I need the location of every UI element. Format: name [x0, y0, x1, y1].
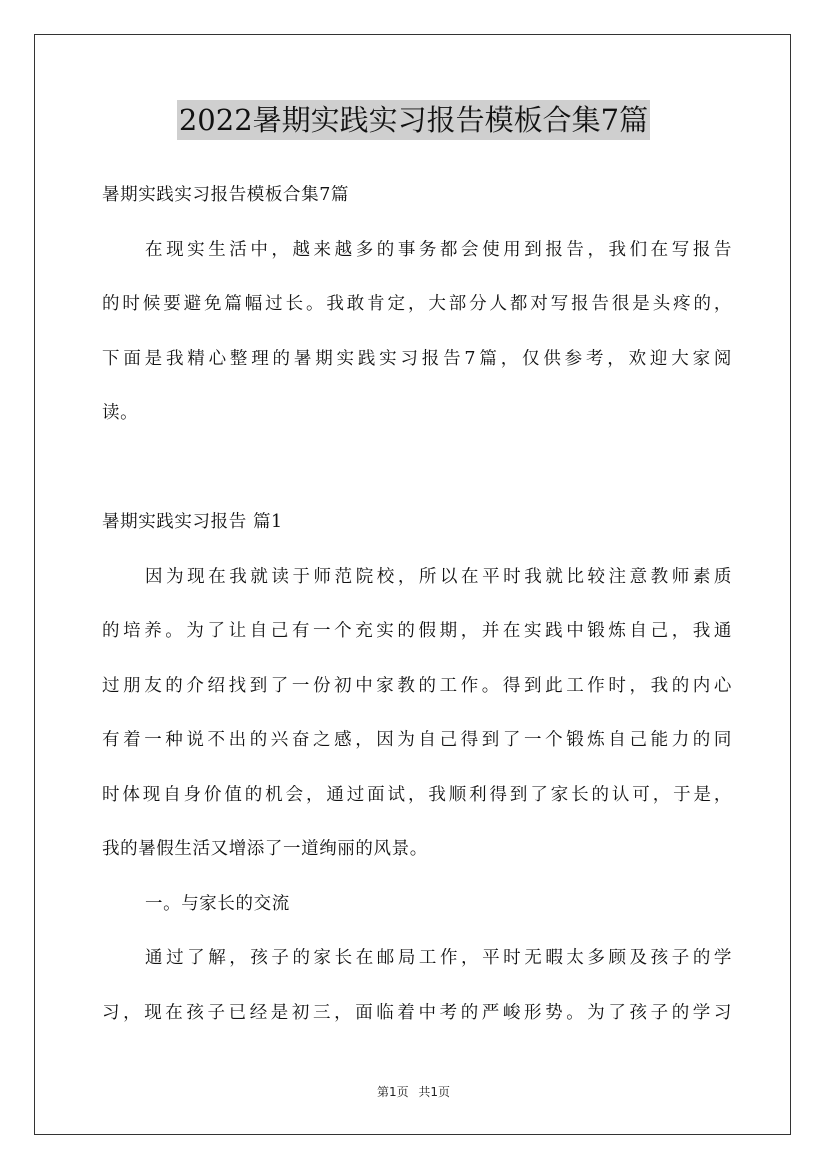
paragraph-line: 我的暑假生活又增添了一道绚丽的风景。	[102, 839, 428, 859]
subtitle: 暑期实践实习报告模板合集7篇	[102, 185, 350, 205]
paragraph-line: 的时候要避免篇幅过长。我敢肯定，大部分人都对写报告很是头疼的，	[102, 294, 732, 314]
paragraph-line: 因为现在我就读于师范院校，所以在平时我就比较注意教师素质	[145, 566, 732, 587]
document-title: 2022暑期实践实习报告模板合集7篇	[177, 100, 650, 140]
sub-heading: 一。与家长的交流	[145, 893, 290, 914]
paragraph-line: 下面是我精心整理的暑期实践实习报告7篇，仅供参考，欢迎大家阅	[102, 348, 732, 369]
page-number: 第1页	[376, 1085, 409, 1099]
section-heading: 暑期实践实习报告 篇1	[102, 512, 283, 532]
paragraph-line: 读。	[102, 403, 139, 423]
paragraph-line: 有着一种说不出的兴奋之感，因为自己得到了一个锻炼自己能力的同	[102, 730, 732, 750]
paragraph-line: 通过了解，孩子的家长在邮局工作，平时无暇太多顾及孩子的学	[145, 948, 732, 968]
document-body	[102, 172, 732, 1044]
paragraph-spacer	[102, 445, 732, 500]
paragraph-line: 在现实生活中，越来越多的事务都会使用到报告，我们在写报告	[145, 239, 732, 260]
title-container	[0, 100, 827, 140]
paragraph-line: 时体现自身价值的机会，通过面试，我顺利得到了家长的认可，于是，	[102, 784, 732, 805]
paragraph-line: 的培养。为了让自己有一个充实的假期，并在实践中锻炼自己，我通	[102, 621, 732, 641]
page-total: 共1页	[418, 1085, 451, 1099]
page-footer	[0, 1083, 827, 1100]
paragraph-line: 习，现在孩子已经是初三，面临着中考的严峻形势。为了孩子的学习	[102, 1002, 732, 1023]
paragraph-line: 过朋友的介绍找到了一份初中家教的工作。得到此工作时，我的内心	[102, 675, 732, 696]
